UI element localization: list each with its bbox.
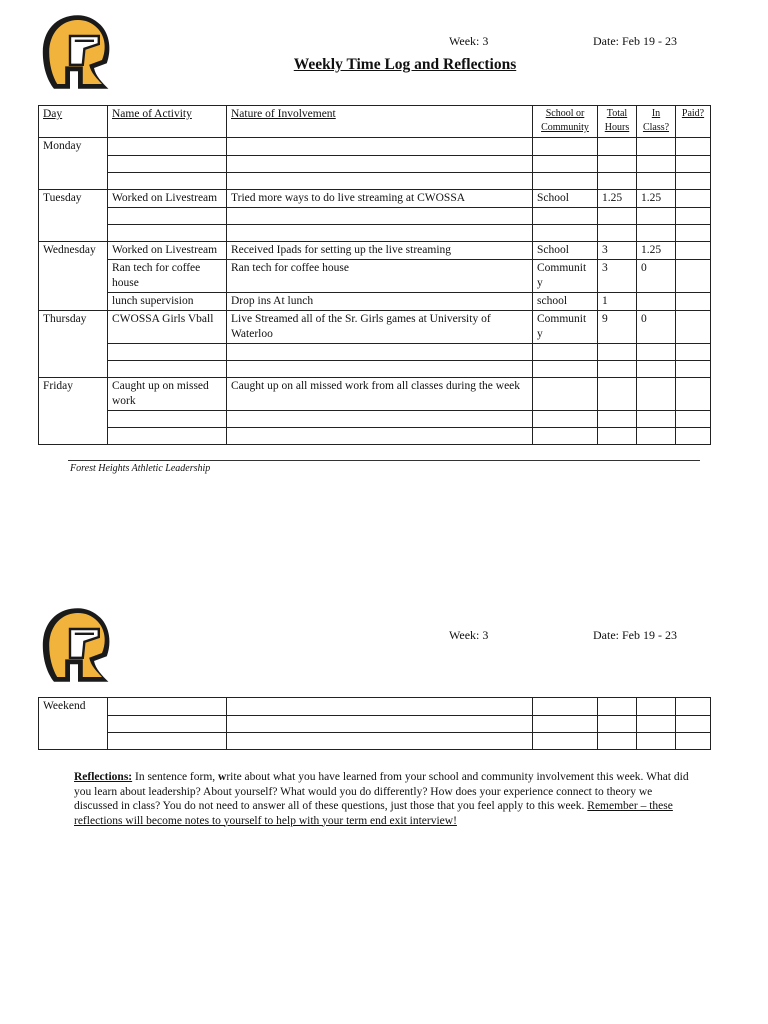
cell-school-community (533, 378, 598, 411)
header-in-class: In Class? (637, 106, 676, 138)
table-row (39, 242, 711, 260)
reflections-remember: Remember – these reflections will become notes to yourself to help with your term end exit interview! (74, 800, 673, 827)
cell-nature (227, 361, 533, 378)
cell-school-community (533, 428, 598, 445)
footer-divider (68, 460, 700, 461)
cell-nature (227, 208, 533, 225)
header-nature: Nature of Involvement (227, 106, 533, 138)
cell-paid (676, 138, 711, 156)
cell-school-community (533, 208, 598, 225)
cell-nature (227, 428, 533, 445)
cell-hours: 3 (598, 242, 637, 260)
cell-school-community: Communit y (533, 260, 598, 293)
time-log-table (38, 105, 711, 445)
cell-paid (676, 361, 711, 378)
cell-school-community (533, 225, 598, 242)
cell-in-class (637, 716, 676, 733)
header-day: Day (39, 106, 108, 138)
cell-hours: 1 (598, 293, 637, 311)
cell-paid (676, 208, 711, 225)
table-row (39, 411, 711, 428)
table-row (39, 698, 711, 716)
cell-activity (108, 428, 227, 445)
table-row (39, 344, 711, 361)
cell-nature (227, 156, 533, 173)
cell-in-class (637, 378, 676, 411)
table-row (39, 378, 711, 411)
cell-school-community: School (533, 242, 598, 260)
cell-nature: Drop ins At lunch (227, 293, 533, 311)
cell-hours (598, 173, 637, 190)
cell-paid (676, 716, 711, 733)
week-label-2: Week: 3 (449, 628, 489, 642)
cell-school-community: Communit y (533, 311, 598, 344)
cell-nature: Tried more ways to do live streaming at CWOSSA (227, 190, 533, 208)
cell-activity: Caught up on missed work (108, 378, 227, 411)
cell-paid (676, 428, 711, 445)
footer-text: Forest Heights Athletic Leadership (70, 463, 211, 474)
cell-school-community (533, 156, 598, 173)
cell-paid (676, 311, 711, 344)
table-row (39, 293, 711, 311)
cell-nature: Live Streamed all of the Sr. Girls games at University of Waterloo (227, 311, 533, 344)
cell-school-community (533, 716, 598, 733)
cell-hours (598, 156, 637, 173)
cell-nature (227, 344, 533, 361)
cell-activity: Ran tech for coffee house (108, 260, 227, 293)
header-paid: Paid? (676, 106, 711, 138)
cell-activity (108, 698, 227, 716)
cell-in-class (637, 411, 676, 428)
table-row (39, 361, 711, 378)
cell-nature (227, 411, 533, 428)
cell-hours (598, 411, 637, 428)
cell-in-class (637, 225, 676, 242)
cell-school-community: school (533, 293, 598, 311)
cell-hours (598, 361, 637, 378)
cell-in-class (637, 698, 676, 716)
spartan-helmet-logo (38, 605, 118, 685)
cell-activity (108, 344, 227, 361)
day-thursday: Thursday (39, 311, 108, 378)
cell-school-community: School (533, 190, 598, 208)
cell-in-class (637, 428, 676, 445)
cell-school-community (533, 344, 598, 361)
header-total-hours: Total Hours (598, 106, 637, 138)
cell-nature (227, 698, 533, 716)
cell-activity: Worked on Livestream (108, 190, 227, 208)
cell-hours (598, 733, 637, 750)
cell-in-class: 0 (637, 260, 676, 293)
date-label: Date: Feb 19 - 23 (593, 34, 677, 48)
cell-activity: lunch supervision (108, 293, 227, 311)
cell-paid (676, 225, 711, 242)
spartan-helmet-logo (38, 12, 118, 92)
week-label: Week: 3 (449, 34, 489, 48)
table-row (39, 208, 711, 225)
cell-activity: Worked on Livestream (108, 242, 227, 260)
weekend-table (38, 697, 711, 750)
cell-paid (676, 733, 711, 750)
cell-nature: Ran tech for coffee house (227, 260, 533, 293)
table-row (39, 156, 711, 173)
cell-activity (108, 208, 227, 225)
cell-nature (227, 138, 533, 156)
cell-hours (598, 698, 637, 716)
table-row (39, 173, 711, 190)
cell-in-class: 0 (637, 311, 676, 344)
cell-nature: Caught up on all missed work from all classes during the week (227, 378, 533, 411)
cell-hours: 1.25 (598, 190, 637, 208)
cell-hours (598, 208, 637, 225)
cell-paid (676, 378, 711, 411)
day-monday: Monday (39, 138, 108, 190)
cell-activity (108, 411, 227, 428)
cell-paid (676, 260, 711, 293)
table-row (39, 311, 711, 344)
header-activity: Name of Activity (108, 106, 227, 138)
cell-in-class (637, 138, 676, 156)
cell-paid (676, 293, 711, 311)
table-row (39, 733, 711, 750)
table-row (39, 190, 711, 208)
cell-hours: 9 (598, 311, 637, 344)
reflections-paragraph (74, 770, 694, 828)
cell-school-community (533, 698, 598, 716)
cell-nature (227, 225, 533, 242)
table-row (39, 138, 711, 156)
cell-activity (108, 225, 227, 242)
reflections-label: Reflections: (74, 771, 133, 783)
cell-school-community (533, 138, 598, 156)
cell-in-class (637, 733, 676, 750)
day-weekend: Weekend (39, 698, 108, 750)
cell-activity (108, 173, 227, 190)
cell-school-community (533, 733, 598, 750)
reflections-text-a: In sentence form, (132, 771, 219, 783)
cell-hours (598, 344, 637, 361)
cell-school-community (533, 411, 598, 428)
cell-school-community (533, 173, 598, 190)
cell-activity (108, 138, 227, 156)
cell-in-class (637, 208, 676, 225)
reflections-bold-w: w (218, 771, 227, 783)
cell-in-class: 1.25 (637, 242, 676, 260)
cell-hours (598, 378, 637, 411)
cell-hours (598, 138, 637, 156)
cell-activity (108, 156, 227, 173)
cell-activity: CWOSSA Girls Vball (108, 311, 227, 344)
cell-activity (108, 716, 227, 733)
table-header-row (39, 106, 711, 138)
header-school-community: School or Community (533, 106, 598, 138)
cell-in-class (637, 173, 676, 190)
date-label-2: Date: Feb 19 - 23 (593, 628, 677, 642)
cell-in-class (637, 344, 676, 361)
day-wednesday: Wednesday (39, 242, 108, 311)
cell-activity (108, 733, 227, 750)
table-row (39, 428, 711, 445)
cell-hours (598, 716, 637, 733)
cell-in-class: 1.25 (637, 190, 676, 208)
cell-nature (227, 733, 533, 750)
cell-paid (676, 173, 711, 190)
cell-paid (676, 344, 711, 361)
table-row (39, 260, 711, 293)
cell-in-class (637, 361, 676, 378)
cell-school-community (533, 361, 598, 378)
cell-hours (598, 428, 637, 445)
cell-nature (227, 716, 533, 733)
table-row (39, 225, 711, 242)
cell-paid (676, 698, 711, 716)
cell-nature (227, 173, 533, 190)
cell-paid (676, 190, 711, 208)
cell-in-class (637, 156, 676, 173)
page-title: Weekly Time Log and Reflections (293, 56, 517, 73)
cell-hours: 3 (598, 260, 637, 293)
cell-nature: Received Ipads for setting up the live streaming (227, 242, 533, 260)
cell-activity (108, 361, 227, 378)
cell-hours (598, 225, 637, 242)
cell-paid (676, 411, 711, 428)
cell-paid (676, 156, 711, 173)
day-friday: Friday (39, 378, 108, 445)
table-row (39, 716, 711, 733)
reflections-text-b: rite about what you have learned from your school and community involvement this week. What did you learn about leadership? About yourself? What would you do differently? How does your experience connect to theory we discussed in class? You do not need to answer all of these questions, just those that you feel apply to this week. (74, 771, 689, 812)
cell-paid (676, 242, 711, 260)
cell-in-class (637, 293, 676, 311)
day-tuesday: Tuesday (39, 190, 108, 242)
